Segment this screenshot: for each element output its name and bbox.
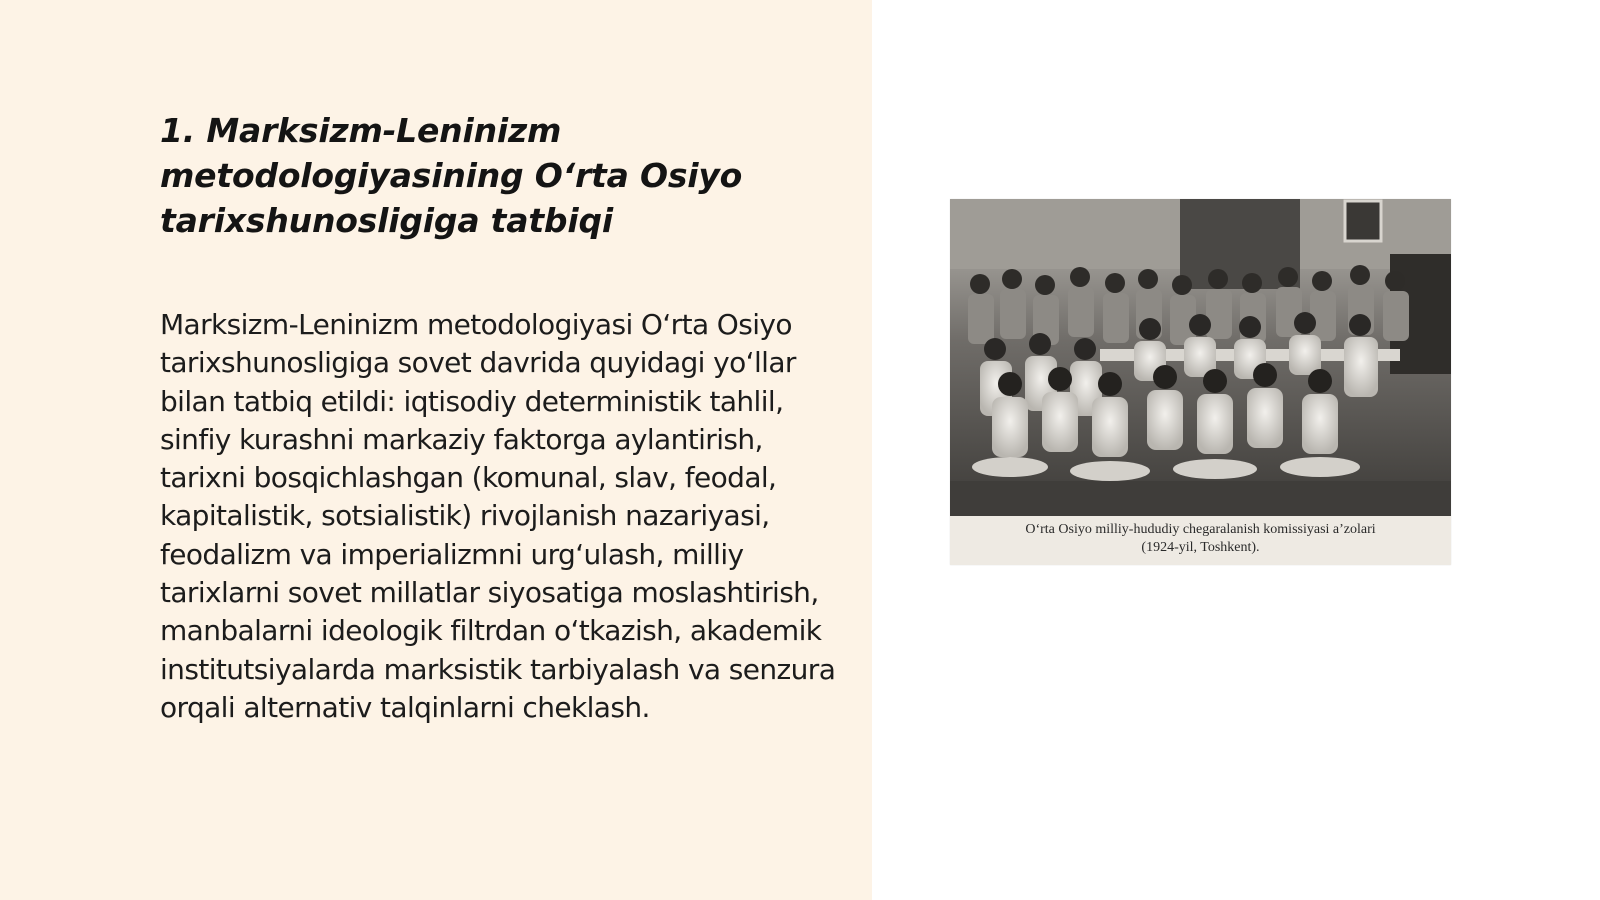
historical-photo-frame	[950, 199, 1451, 565]
slide-body-text: Marksizm-Leninizm metodologiyasi O‘rta Osiyo tarixshunosligiga sovet davrida quyidagi yo‘llar bilan tatbiq etildi: iqtisodiy deterministik tahlil, sinfiy kurashni markaziy faktorga aylantirish, tarixni bosqichlashgan (komunal, slav, feodal, kapitalistik, sotsialistik) rivojlanish nazariyasi, feodalizm va imperializmni urg‘ulash, milliy tarixlarni sovet millatlar siyosatiga moslashtirish, manbalarni ideologik filtrdan o‘tkazish, akademik institutsiyalarda marksistik tarbiyalash va senzura orqali alternativ talqinlarni cheklash.	[160, 308, 836, 724]
slide-title: 1. Marksizm-Leninizm metodologiyasining O‘rta Osiyo tarixshunosligiga tatbiqi	[160, 111, 743, 240]
photo-caption-line1: O‘rta Osiyo milliy-hududiy chegaralanish komissiyasi a’zolari	[1025, 522, 1376, 537]
photo-caption	[950, 521, 1451, 557]
group-photo-image	[950, 199, 1451, 516]
photo-caption-line2: (1924-yil, Toshkent).	[1141, 540, 1260, 555]
